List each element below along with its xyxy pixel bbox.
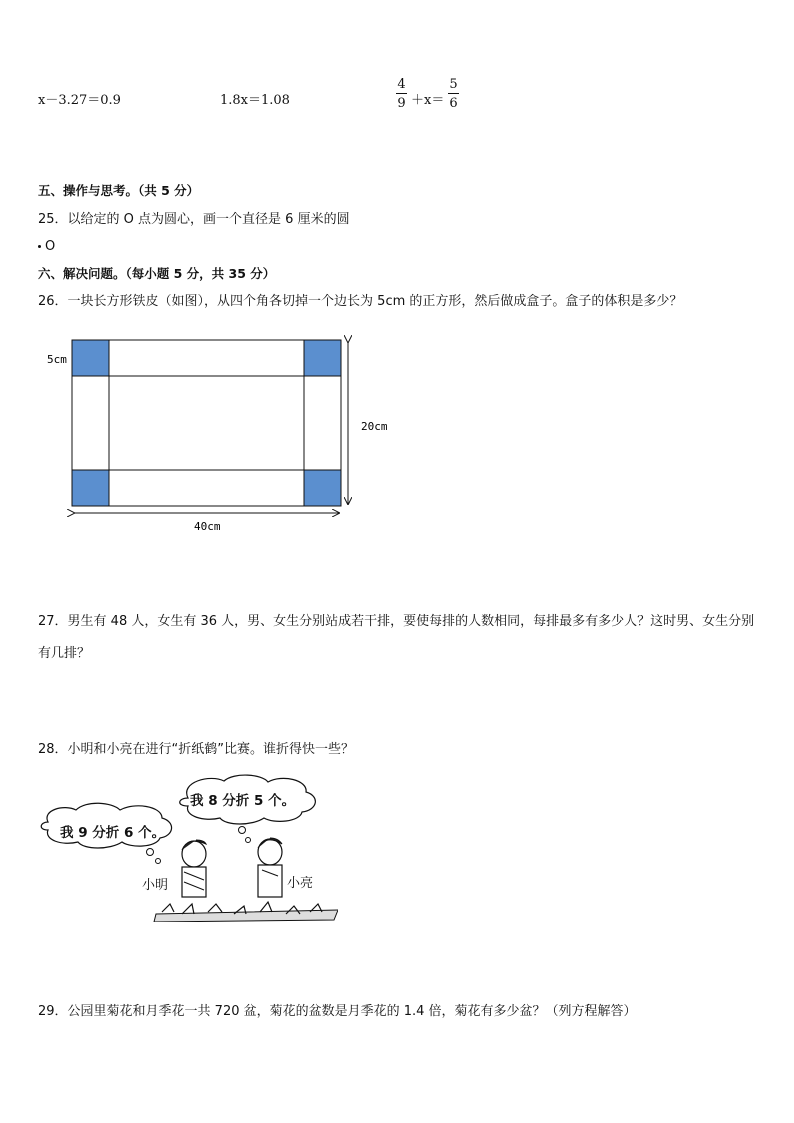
point-o [38,239,55,254]
bubble-left-text: 我 9 分折 6 个。 [60,825,166,841]
corner-square-bottom-left [72,470,109,506]
fraction-4-9 [396,77,407,111]
fraction-numerator: 5 [449,77,458,92]
name-xiaoming: 小明 [142,878,169,893]
question-28: 28．小明和小亮在进行“折纸鹤”比赛。谁折得快一些？ [38,742,355,757]
fraction-denominator: 6 [449,96,458,111]
question-25: 25．以给定的 O 点为圆心，画一个直径是 6 厘米的圆 [38,212,350,227]
question-27: 27．男生有 48 人，女生有 36 人，男、女生分别站成若干排，要使每排的人数相同，每排最多有多少人？这时男、女生分别有几排？ [38,614,755,661]
question-26: 26．一块长方形铁皮（如图），从四个角各切掉一个边长为 5cm 的正方形，然后做成盒子。盒子的体积是多少？ [38,294,683,309]
fraction-5-6 [448,77,459,111]
fraction-bar [396,93,407,94]
thought-dot [147,849,154,856]
corner-square-top-left [72,340,109,376]
paper-cranes-pile [154,902,338,922]
section-6-heading: 六、解决问题。（每小题 5 分，共 35 分） [38,266,276,281]
boy-xiaoliang [258,838,282,897]
box-net-figure [38,335,438,535]
width-label: 40cm [194,520,221,533]
height-label: 20cm [361,420,388,433]
thought-dot [156,859,161,864]
corner-square-top-right [304,340,341,376]
equation-1: x－3.27＝0.9 [38,93,121,108]
equation-2: 1.8x＝1.08 [220,93,290,108]
point-label: O [45,239,56,254]
point-dot [38,245,41,248]
equation-3-middle: ＋x＝ [411,93,445,108]
corner-square-bottom-right [304,470,341,506]
fraction-numerator: 4 [397,77,406,92]
name-xiaoliang: 小亮 [287,876,314,891]
boy-xiaoming [182,840,206,897]
corner-size-label: 5cm [47,353,67,366]
outer-rectangle [72,340,341,506]
question-29: 29．公园里菊花和月季花一共 720 盆，菊花的盆数是月季花的 1.4 倍，菊花有多少盆？（列方程解答） [38,1004,637,1019]
bubble-right-text: 我 8 分折 5 个。 [190,793,296,809]
section-5-heading: 五、操作与思考。（共 5 分） [38,183,200,198]
thought-dot [246,838,251,843]
thought-dot [239,827,246,834]
fraction-denominator: 9 [397,96,406,111]
crane-race-illustration [38,772,338,922]
fraction-bar [448,93,459,94]
